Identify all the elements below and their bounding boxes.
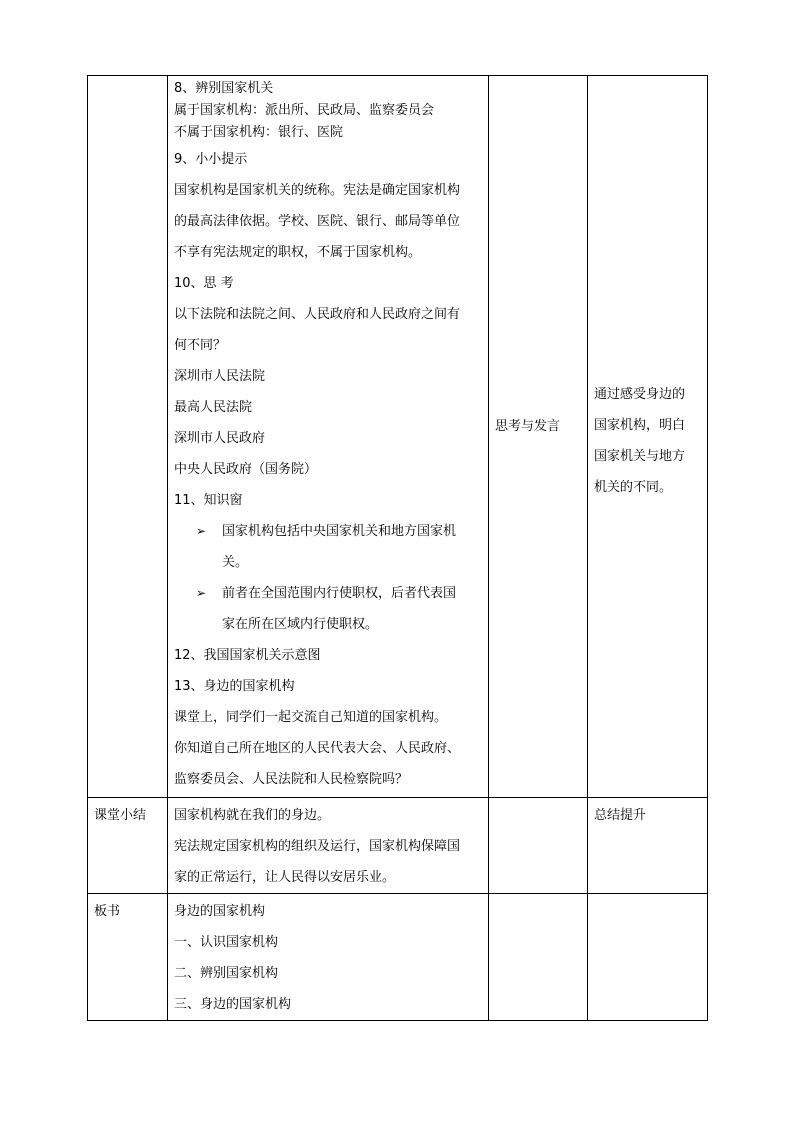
row1-activity-cell — [489, 76, 588, 798]
content-line: 一、认识国家机构 — [174, 935, 279, 950]
arrow-bullet-icon: ➢ — [196, 524, 207, 538]
content-line: 不享有宪法规定的职权，不属于国家机构。 — [174, 245, 422, 260]
row2-label-cell: 课堂小结 — [88, 798, 168, 894]
row3-purpose-cell — [588, 894, 708, 1021]
content-line: 监察委员会、人民法院和人民检察院吗？ — [174, 772, 409, 787]
content-line: 的最高法律依据。学校、医院、银行、邮局等单位 — [174, 214, 461, 229]
content-line: 家的正常运行，让人民得以安居乐业。 — [174, 870, 396, 885]
purpose-line: 机关的不同。 — [594, 479, 673, 495]
content-line: 不属于国家机构：银行、医院 — [174, 125, 344, 140]
content-line: 何不同？ — [174, 338, 227, 353]
purpose-line: 国家机构，明白 — [594, 417, 686, 433]
row1-label-cell — [88, 76, 168, 798]
row1-purpose-cell — [588, 76, 708, 798]
content-line: 国家机构是国家机关的统称。宪法是确定国家机构 — [174, 183, 461, 198]
row3-label-cell: 板书 — [88, 894, 168, 1021]
bullet-item — [174, 578, 482, 640]
row2-purpose-cell: 总结提升 — [588, 798, 708, 894]
row3-content-cell — [168, 894, 489, 1021]
bullet-line: 关。 — [222, 555, 249, 570]
row1-content-cell — [168, 76, 489, 798]
content-line: 课堂上，同学们一起交流自己知道的国家机构。 — [174, 710, 448, 725]
content-line: 中央人民政府（国务院） — [174, 462, 318, 477]
purpose-line: 国家机关与地方 — [594, 448, 686, 464]
table-row — [88, 894, 708, 1021]
content-line: 国家机构就在我们的身边。 — [174, 808, 331, 823]
content-line: 9、小小提示 — [174, 152, 248, 167]
content-line: 11、知识窗 — [174, 493, 243, 508]
content-line: 深圳市人民法院 — [174, 369, 266, 384]
row2-activity-cell — [489, 798, 588, 894]
content-line: 10、思 考 — [174, 276, 234, 291]
content-line: 以下法院和法院之间、人民政府和人民政府之间有 — [174, 307, 461, 322]
bullet-line: 家在所在区域内行使职权。 — [222, 617, 379, 632]
purpose-line: 通过感受身边的 — [594, 386, 686, 402]
table-row — [88, 798, 708, 894]
content-line: 属于国家机构：派出所、民政局、监察委员会 — [174, 103, 435, 118]
content-line: 最高人民法院 — [174, 400, 253, 415]
row2-content-cell — [168, 798, 489, 894]
content-line: 二、辨别国家机构 — [174, 966, 279, 981]
bullet-line: 国家机构包括中央国家机关和地方国家机 — [222, 524, 457, 539]
lesson-table — [87, 75, 708, 1021]
content-line: 三、身边的国家机构 — [174, 997, 292, 1012]
content-line: 深圳市人民政府 — [174, 431, 266, 446]
arrow-bullet-icon: ➢ — [196, 586, 207, 600]
bullet-line: 前者在全国范围内行使职权，后者代表国 — [222, 586, 457, 601]
activity-text: 思考与发言 — [495, 419, 561, 434]
row3-activity-cell — [489, 894, 588, 1021]
content-line: 你知道自己所在地区的人民代表大会、人民政府、 — [174, 741, 461, 756]
content-line: 身边的国家机构 — [174, 904, 266, 919]
content-line: 12、我国国家机关示意图 — [174, 648, 321, 663]
content-line: 8、辨别国家机关 — [174, 81, 274, 96]
bullet-item — [174, 516, 482, 578]
table-row — [88, 76, 708, 798]
content-line: 13、身边的国家机构 — [174, 679, 295, 694]
content-line: 宪法规定国家机构的组织及运行，国家机构保障国 — [174, 839, 461, 854]
